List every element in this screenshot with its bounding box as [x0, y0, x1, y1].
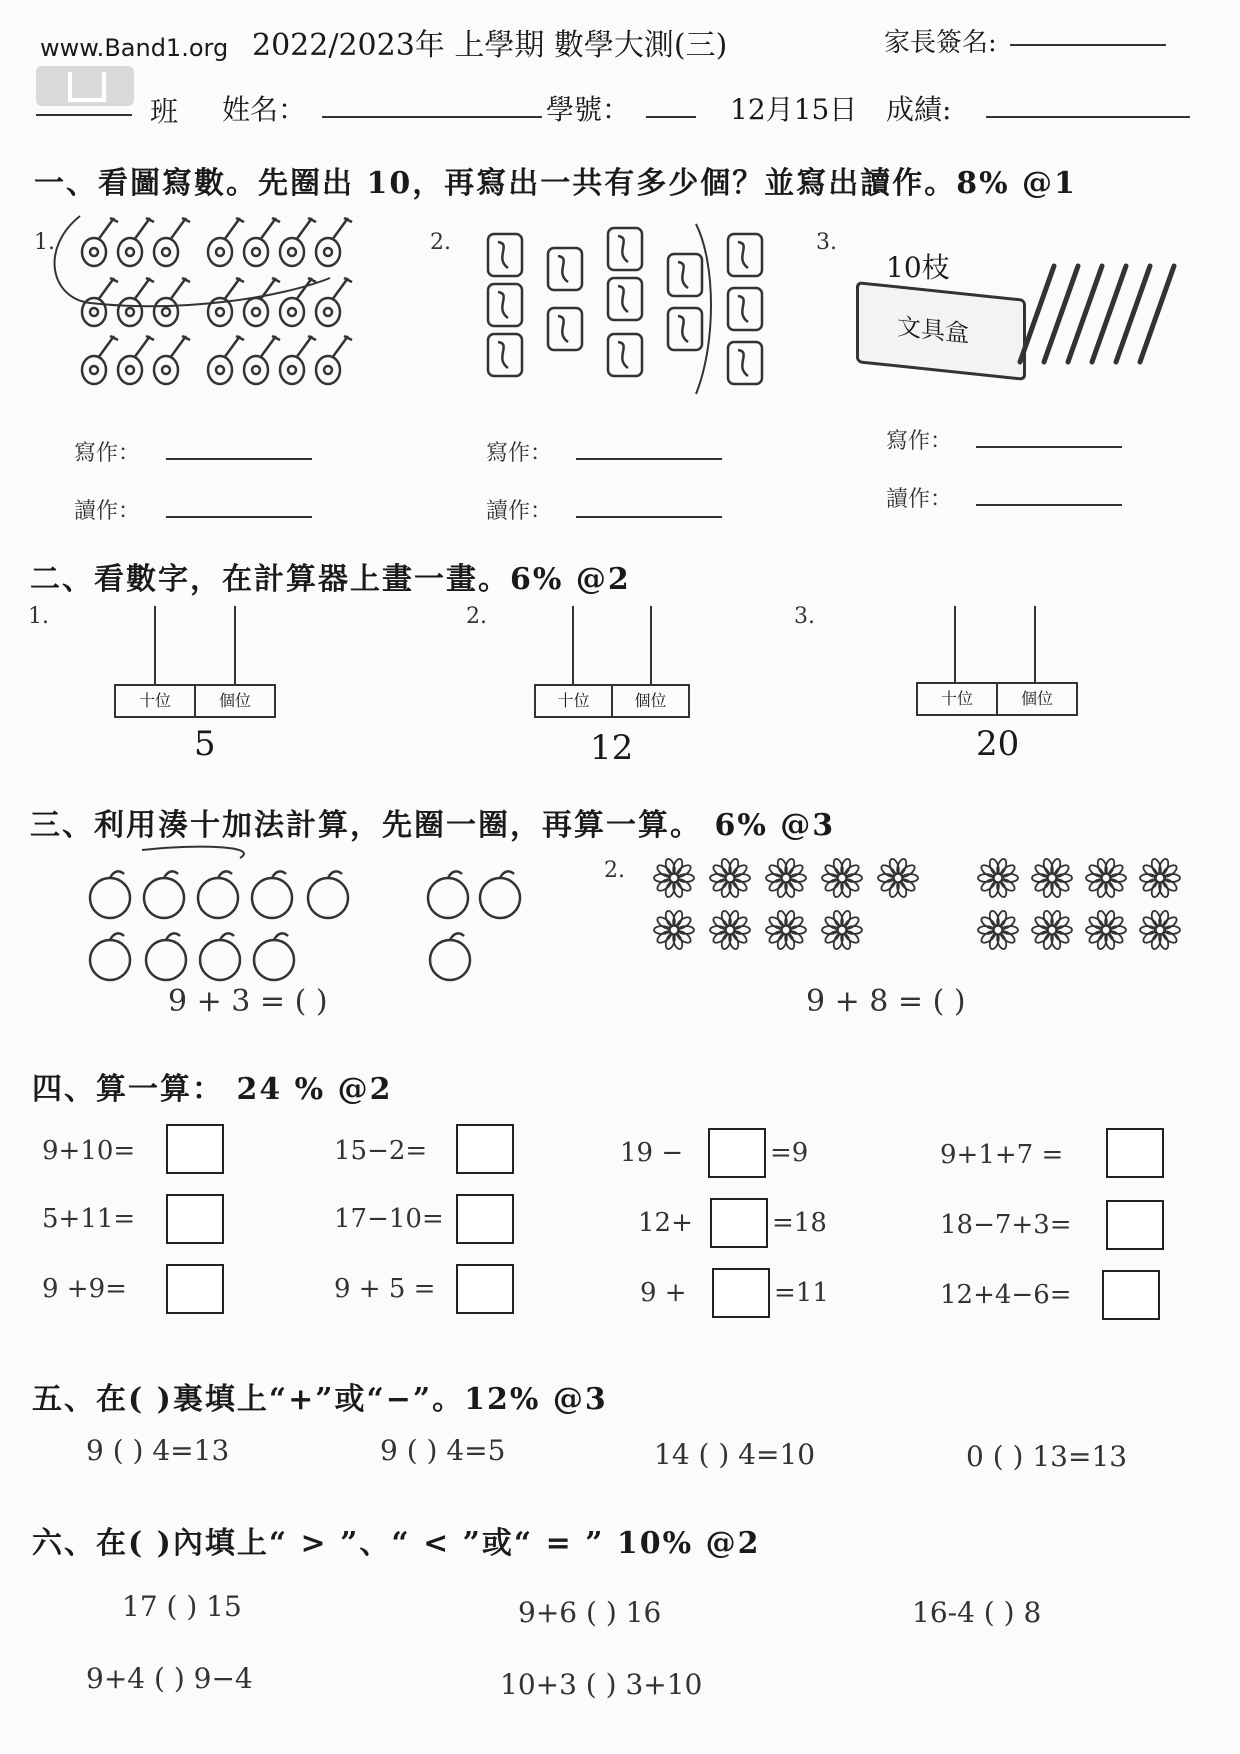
ones-place-label: 個位 [1020, 689, 1053, 708]
flower-icon [878, 858, 918, 899]
s4-c2-r3-expr: 9 + 5 = [334, 1274, 436, 1304]
apple-icon [200, 933, 240, 980]
flower-icon [978, 858, 1018, 899]
s4-c3-r2-suffix: =18 [772, 1208, 827, 1238]
apple-icon [198, 871, 238, 918]
s4-c3-r2-answer-box[interactable] [710, 1198, 768, 1248]
pencil-case-text: 文具盒 [897, 312, 969, 348]
guitar-icon [208, 336, 244, 384]
tens-place-label: 十位 [536, 686, 613, 716]
s1-item2-write-line[interactable] [576, 458, 722, 460]
guitars-picture [60, 208, 380, 398]
cup-icon [548, 308, 582, 350]
logo-badge [36, 66, 134, 106]
section3-title: 三、利用湊十加法計算，先圈一圈，再算一算。 6% @3 [30, 808, 836, 843]
guitar-icon [316, 218, 352, 266]
s2-item1-abacus-base [114, 684, 276, 718]
s4-c2-r1-expr: 15−2= [334, 1136, 428, 1166]
s2-item1-value: 5 [194, 724, 216, 764]
guitar-icon [118, 218, 154, 266]
s2-item3-number: 3. [794, 604, 815, 629]
name-label: 姓名： [222, 93, 307, 126]
guitar-icon [82, 336, 118, 384]
apple-icon [428, 871, 468, 918]
apple-icon [480, 871, 520, 918]
section4-title: 四、算一算： 24 % @2 [32, 1072, 393, 1107]
s6-item-4[interactable]: 9+4 ( ) 9−4 [86, 1662, 253, 1695]
s4-c3-r2-prefix: 12+ [638, 1208, 693, 1238]
guitar-icon [118, 278, 154, 326]
flowers-picture [652, 856, 1212, 966]
score-label: 成績: [886, 93, 952, 126]
s4-c1-r2-answer-box[interactable] [166, 1194, 224, 1244]
s4-c1-r3-expr: 9 +9= [42, 1274, 127, 1304]
s1-item2-number: 2. [430, 230, 451, 255]
s4-c3-r3-suffix: =11 [774, 1278, 829, 1308]
cup-icon [608, 278, 642, 320]
date-text: 12月15日 [730, 93, 858, 126]
s1-item3-read-label: 讀作： [886, 487, 953, 512]
cup-icon [728, 288, 762, 330]
section2-title: 二、看數字，在計算器上畫一畫。6% @2 [30, 562, 631, 597]
cups-picture [484, 224, 774, 394]
guitar-icon [316, 336, 352, 384]
pencil-case-icon [856, 281, 1026, 381]
tens-place-label: 十位 [116, 686, 196, 716]
s4-c1-r1-answer-box[interactable] [166, 1124, 224, 1174]
flower-icon [1032, 910, 1072, 951]
guitar-icon [244, 336, 280, 384]
guitar-icon [154, 336, 190, 384]
cup-icon [548, 248, 582, 290]
guitar-icon [316, 278, 352, 326]
guitar-icon [82, 218, 118, 266]
s5-item-1[interactable]: 9 ( ) 4=13 [86, 1434, 230, 1467]
section1-title: 一、看圖寫數。先圈出 10，再寫出一共有多少個？並寫出讀作。8% @1 [34, 166, 1077, 201]
s5-item-3[interactable]: 14 ( ) 4=10 [654, 1438, 816, 1471]
s1-item2-write-label: 寫作： [486, 441, 553, 466]
apple-icon [144, 871, 184, 918]
s4-c3-r1-answer-box[interactable] [708, 1128, 766, 1178]
student-no-label: 學號： [546, 93, 631, 126]
s6-item-1[interactable]: 17 ( ) 15 [122, 1590, 242, 1623]
s2-item2-number: 2. [466, 604, 487, 629]
s2-item2-abacus-base [534, 684, 690, 718]
s1-item3-write-line[interactable] [976, 446, 1122, 448]
s4-c3-r1-suffix: =9 [770, 1138, 809, 1168]
s5-item-2[interactable]: 9 ( ) 4=5 [380, 1434, 506, 1467]
apple-icon [90, 871, 130, 918]
s3-item2-number: 2. [604, 858, 625, 883]
guitar-icon [154, 218, 190, 266]
s3-equation-2: 9 + 8 = ( ) [806, 984, 966, 1019]
class-label: 班 [150, 95, 179, 128]
guitar-icon [280, 218, 316, 266]
s2-item2-value: 12 [590, 728, 634, 768]
flower-icon [978, 910, 1018, 951]
flower-icon [766, 910, 806, 951]
flower-icon [1140, 858, 1180, 899]
apple-icon [308, 871, 348, 918]
s2-item3-abacus-base [916, 682, 1078, 716]
flower-icon [710, 858, 750, 899]
cup-icon [608, 228, 642, 270]
s4-c4-r3-answer-box[interactable] [1102, 1270, 1160, 1320]
s1-item1-write-line[interactable] [166, 458, 312, 460]
s3-equation-1: 9 + 3 = ( ) [168, 984, 328, 1019]
flower-icon [766, 858, 806, 899]
s5-item-4[interactable]: 0 ( ) 13=13 [966, 1440, 1128, 1473]
s1-item1-write-label: 寫作： [74, 441, 141, 466]
cup-icon [488, 234, 522, 276]
s1-item1-number: 1. [34, 230, 55, 255]
watermark-text: www.Band1.org [40, 34, 229, 62]
s4-c3-r1-prefix: 19 − [620, 1138, 684, 1168]
s4-c2-r1-answer-box[interactable] [456, 1124, 514, 1174]
score-blank-line[interactable] [986, 116, 1190, 118]
guitar-icon [208, 218, 244, 266]
s4-c4-r2-answer-box[interactable] [1106, 1200, 1164, 1250]
s1-item3-read-line[interactable] [976, 504, 1122, 506]
flower-icon [654, 858, 694, 899]
flower-icon [1086, 910, 1126, 951]
s2-item1-ones-rod[interactable] [234, 606, 236, 684]
pencils-caption: 10枝 [886, 251, 950, 284]
circle-stroke [142, 847, 244, 858]
s6-item-5[interactable]: 10+3 ( ) 3+10 [500, 1668, 703, 1701]
cup-icon [728, 234, 762, 276]
s4-c4-r1-expr: 9+1+7 = [940, 1140, 1064, 1170]
s4-c2-r3-answer-box[interactable] [456, 1264, 514, 1314]
cup-icon [488, 284, 522, 326]
s2-item2-tens-rod[interactable] [572, 606, 574, 684]
s2-item1-number: 1. [28, 604, 49, 629]
flower-icon [1086, 858, 1126, 899]
ones-place-label: 個位 [634, 691, 667, 710]
worksheet-title: 2022/2023年 上學期 數學大測(三) [252, 28, 728, 63]
s4-c2-r2-expr: 17−10= [334, 1204, 444, 1234]
apple-icon [252, 871, 292, 918]
cup-icon [488, 334, 522, 376]
guitar-icon [244, 218, 280, 266]
flower-icon [822, 910, 862, 951]
s6-item-2[interactable]: 9+6 ( ) 16 [518, 1596, 662, 1629]
s1-item1-read-line[interactable] [166, 516, 312, 518]
cup-icon [728, 342, 762, 384]
s2-item3-ones-rod[interactable] [1034, 606, 1036, 682]
s1-item2-read-label: 讀作： [486, 499, 553, 524]
s1-item3-write-label: 寫作： [886, 429, 953, 454]
s4-c4-r2-expr: 18−7+3= [940, 1210, 1072, 1240]
s4-c2-r2-answer-box[interactable] [456, 1194, 514, 1244]
flower-icon [1032, 858, 1072, 899]
parent-signature-line[interactable] [1010, 44, 1166, 46]
apple-icon [90, 933, 130, 980]
parent-signature-label: 家長簽名: [884, 28, 997, 58]
circled-ten-stroke [55, 216, 330, 306]
s4-c3-r3-prefix: 9 + [640, 1278, 687, 1308]
s1-item3-number: 3. [816, 230, 837, 255]
tens-place-label: 十位 [918, 684, 998, 714]
apple-icon [254, 933, 294, 980]
s1-item1-read-label: 讀作： [74, 499, 141, 524]
s4-c1-r3-answer-box[interactable] [166, 1264, 224, 1314]
ones-place-label: 個位 [218, 691, 251, 710]
s2-item1-tens-rod[interactable] [154, 606, 156, 684]
s1-item2-read-line[interactable] [576, 516, 722, 518]
cup-icon [668, 308, 702, 350]
apple-icon [146, 933, 186, 980]
guitar-icon [280, 336, 316, 384]
s4-c1-r1-expr: 9+10= [42, 1136, 136, 1166]
name-blank-line[interactable] [322, 116, 542, 118]
flower-icon [1140, 910, 1180, 951]
s6-item-3[interactable]: 16-4 ( ) 8 [912, 1596, 1042, 1629]
logo-mark-icon [68, 72, 106, 102]
flower-icon [654, 910, 694, 951]
section5-title: 五、在( )裏填上“+”或“−”。12% @3 [32, 1382, 608, 1417]
s2-item3-value: 20 [976, 724, 1020, 764]
flower-icon [710, 910, 750, 951]
class-blank-line[interactable] [36, 114, 132, 116]
apples-picture [80, 852, 540, 972]
apple-icon [430, 933, 470, 980]
cup-icon [668, 254, 702, 296]
s2-item2-ones-rod[interactable] [650, 606, 652, 684]
s4-c4-r3-expr: 12+4−6= [940, 1280, 1072, 1310]
s4-c4-r1-answer-box[interactable] [1106, 1128, 1164, 1178]
student-no-blank-line[interactable] [646, 116, 696, 118]
cup-icon [608, 334, 642, 376]
s4-c1-r2-expr: 5+11= [42, 1204, 136, 1234]
s4-c3-r3-answer-box[interactable] [712, 1268, 770, 1318]
s2-item3-tens-rod[interactable] [954, 606, 956, 682]
guitar-icon [154, 278, 190, 326]
guitar-icon [244, 278, 280, 326]
section6-title: 六、在( )內填上“ > ”、“ < ”或“ = ” 10% @2 [32, 1526, 761, 1561]
pencils-icon [1020, 266, 1200, 366]
flower-icon [822, 858, 862, 899]
guitar-icon [118, 336, 154, 384]
